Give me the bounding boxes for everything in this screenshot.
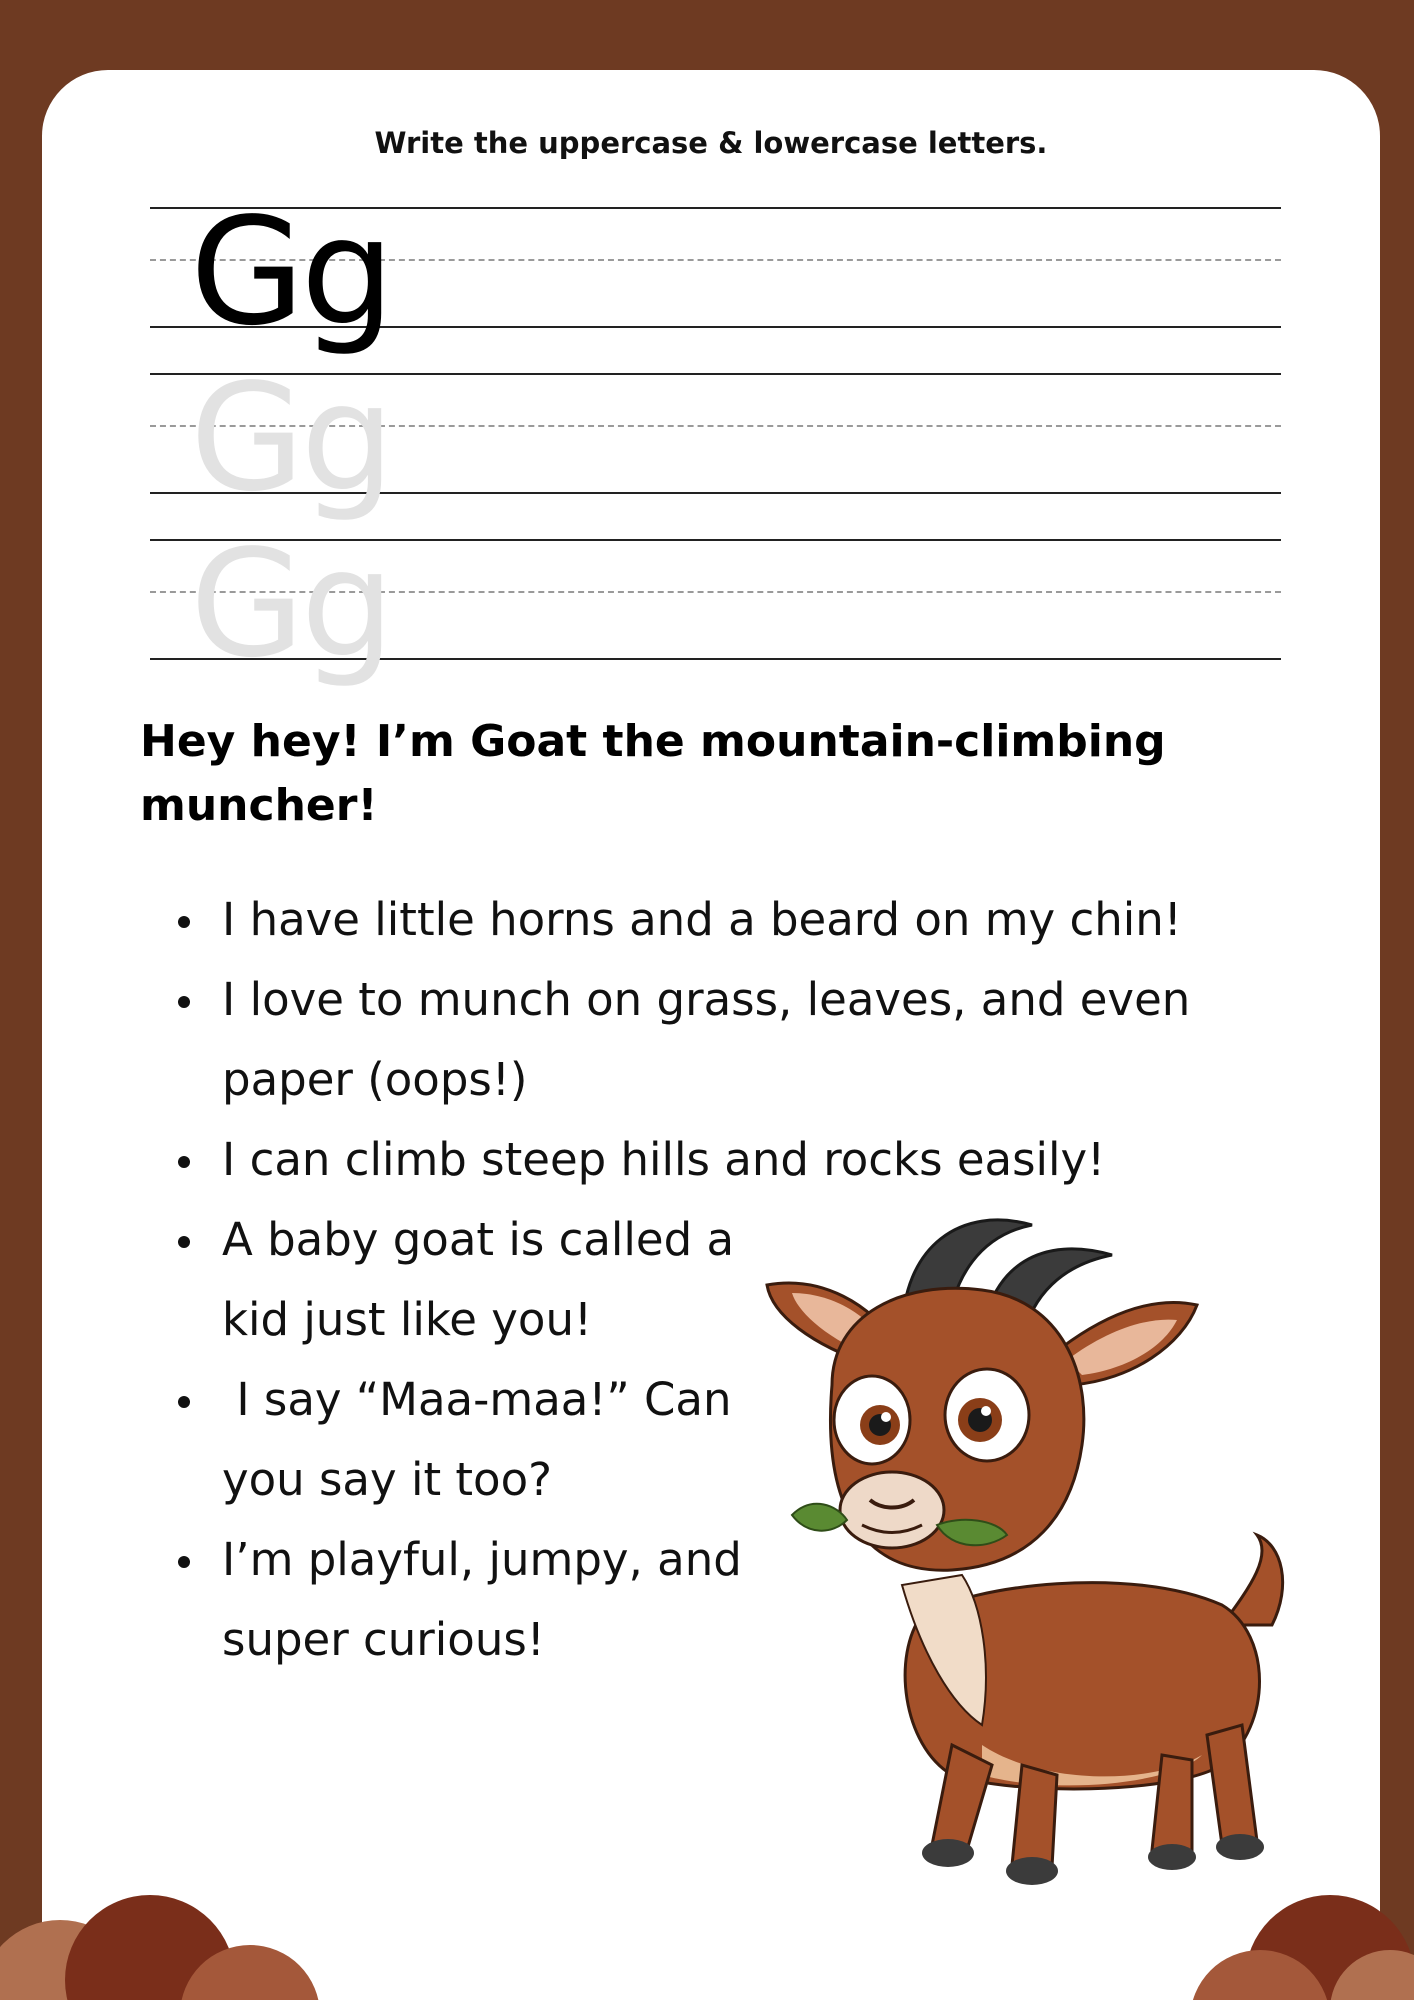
list-item: I love to munch on grass, leaves, and even paper (oops!) bbox=[140, 960, 1242, 1120]
list-item: I’m playful, jumpy, and super curious! bbox=[140, 1520, 762, 1680]
instruction-text: Write the uppercase & lowercase letters. bbox=[374, 126, 1048, 160]
worksheet-card bbox=[42, 70, 1380, 2000]
list-item: I have little horns and a beard on my chin! bbox=[140, 880, 1242, 960]
goat-illustration bbox=[752, 1185, 1332, 1925]
trace-letters: Gg bbox=[190, 518, 391, 690]
bottom-decoration bbox=[0, 1850, 1414, 2000]
goat-heading: Hey hey! I’m Goat the mountain-climbing muncher! bbox=[140, 716, 1166, 831]
list-item: I can climb steep hills and rocks easily! bbox=[140, 1120, 1242, 1200]
model-letters: Gg bbox=[190, 186, 391, 358]
trace-letters: Gg bbox=[190, 352, 391, 524]
list-item: A baby goat is called a kid just like you! bbox=[140, 1200, 762, 1360]
list-item: I say “Maa-maa!” Can you say it too? bbox=[140, 1360, 762, 1520]
